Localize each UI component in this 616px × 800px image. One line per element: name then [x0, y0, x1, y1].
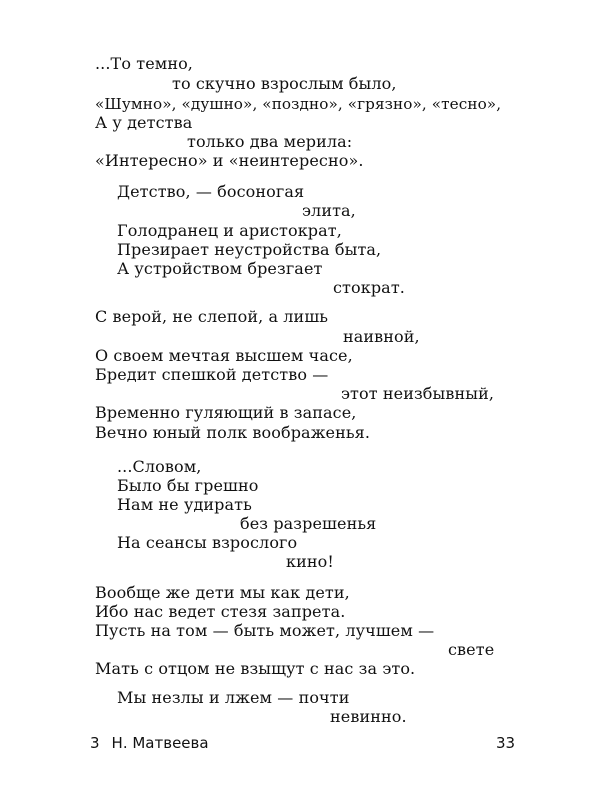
- poem-line: Ибо нас ведет стезя запрета.: [95, 602, 346, 621]
- poem-line: Бредит спешкой детство —: [95, 365, 329, 384]
- poem-line: наивной,: [343, 327, 420, 346]
- page-number: 33: [496, 734, 516, 752]
- poem-line: На сеансы взрослого: [117, 533, 298, 552]
- poem-line: невинно.: [330, 707, 407, 726]
- poem-line: свете: [448, 640, 495, 659]
- poem-line: «Интересно» и «неинтересно».: [95, 151, 364, 170]
- poem-line: кино!: [286, 552, 334, 571]
- poem-line: Голодранец и аристократ,: [117, 221, 342, 240]
- poem-line: Было бы грешно: [117, 476, 259, 495]
- poem-line: ...То темно,: [95, 54, 193, 73]
- poem-line: Нам не удирать: [117, 495, 252, 514]
- poem-line: С верой, не слепой, а лишь: [95, 307, 329, 326]
- poem-line: этот неизбывный,: [341, 384, 495, 403]
- author-name: Н. Матвеева: [111, 734, 209, 752]
- poem-line: А устройством брезгает: [117, 259, 323, 278]
- poem-line: Детство, — босоногая: [117, 182, 305, 201]
- printer-signature-mark: 3: [90, 734, 100, 752]
- poem-line: Временно гуляющий в запасе,: [95, 403, 357, 422]
- poem-line: стократ.: [333, 278, 405, 297]
- poem-line: Мать с отцом не взыщут с нас за это.: [95, 659, 416, 678]
- poem-line: Мы незлы и лжем — почти: [117, 688, 350, 707]
- poem-line: без разрешенья: [240, 514, 377, 533]
- poem-line: О своем мечтая высшем часе,: [95, 346, 353, 365]
- poem-line: элита,: [302, 201, 356, 220]
- poem-line: Вообще же дети мы как дети,: [95, 583, 350, 602]
- poem-line: Пусть на том — быть может, лучшем —: [95, 621, 435, 640]
- poem-line: Вечно юный полк воображенья.: [95, 423, 371, 442]
- poem-line: только два мерила:: [187, 132, 353, 151]
- page-footer-left: [90, 734, 209, 752]
- poem-line: Презирает неустройства быта,: [117, 240, 382, 259]
- poem-line: «Шумно», «душно», «поздно», «грязно», «тесно»,: [95, 95, 502, 113]
- poem-line: то скучно взрослым было,: [172, 74, 397, 93]
- poem-line: А у детства: [95, 113, 193, 132]
- poem-line: ...Словом,: [117, 457, 202, 476]
